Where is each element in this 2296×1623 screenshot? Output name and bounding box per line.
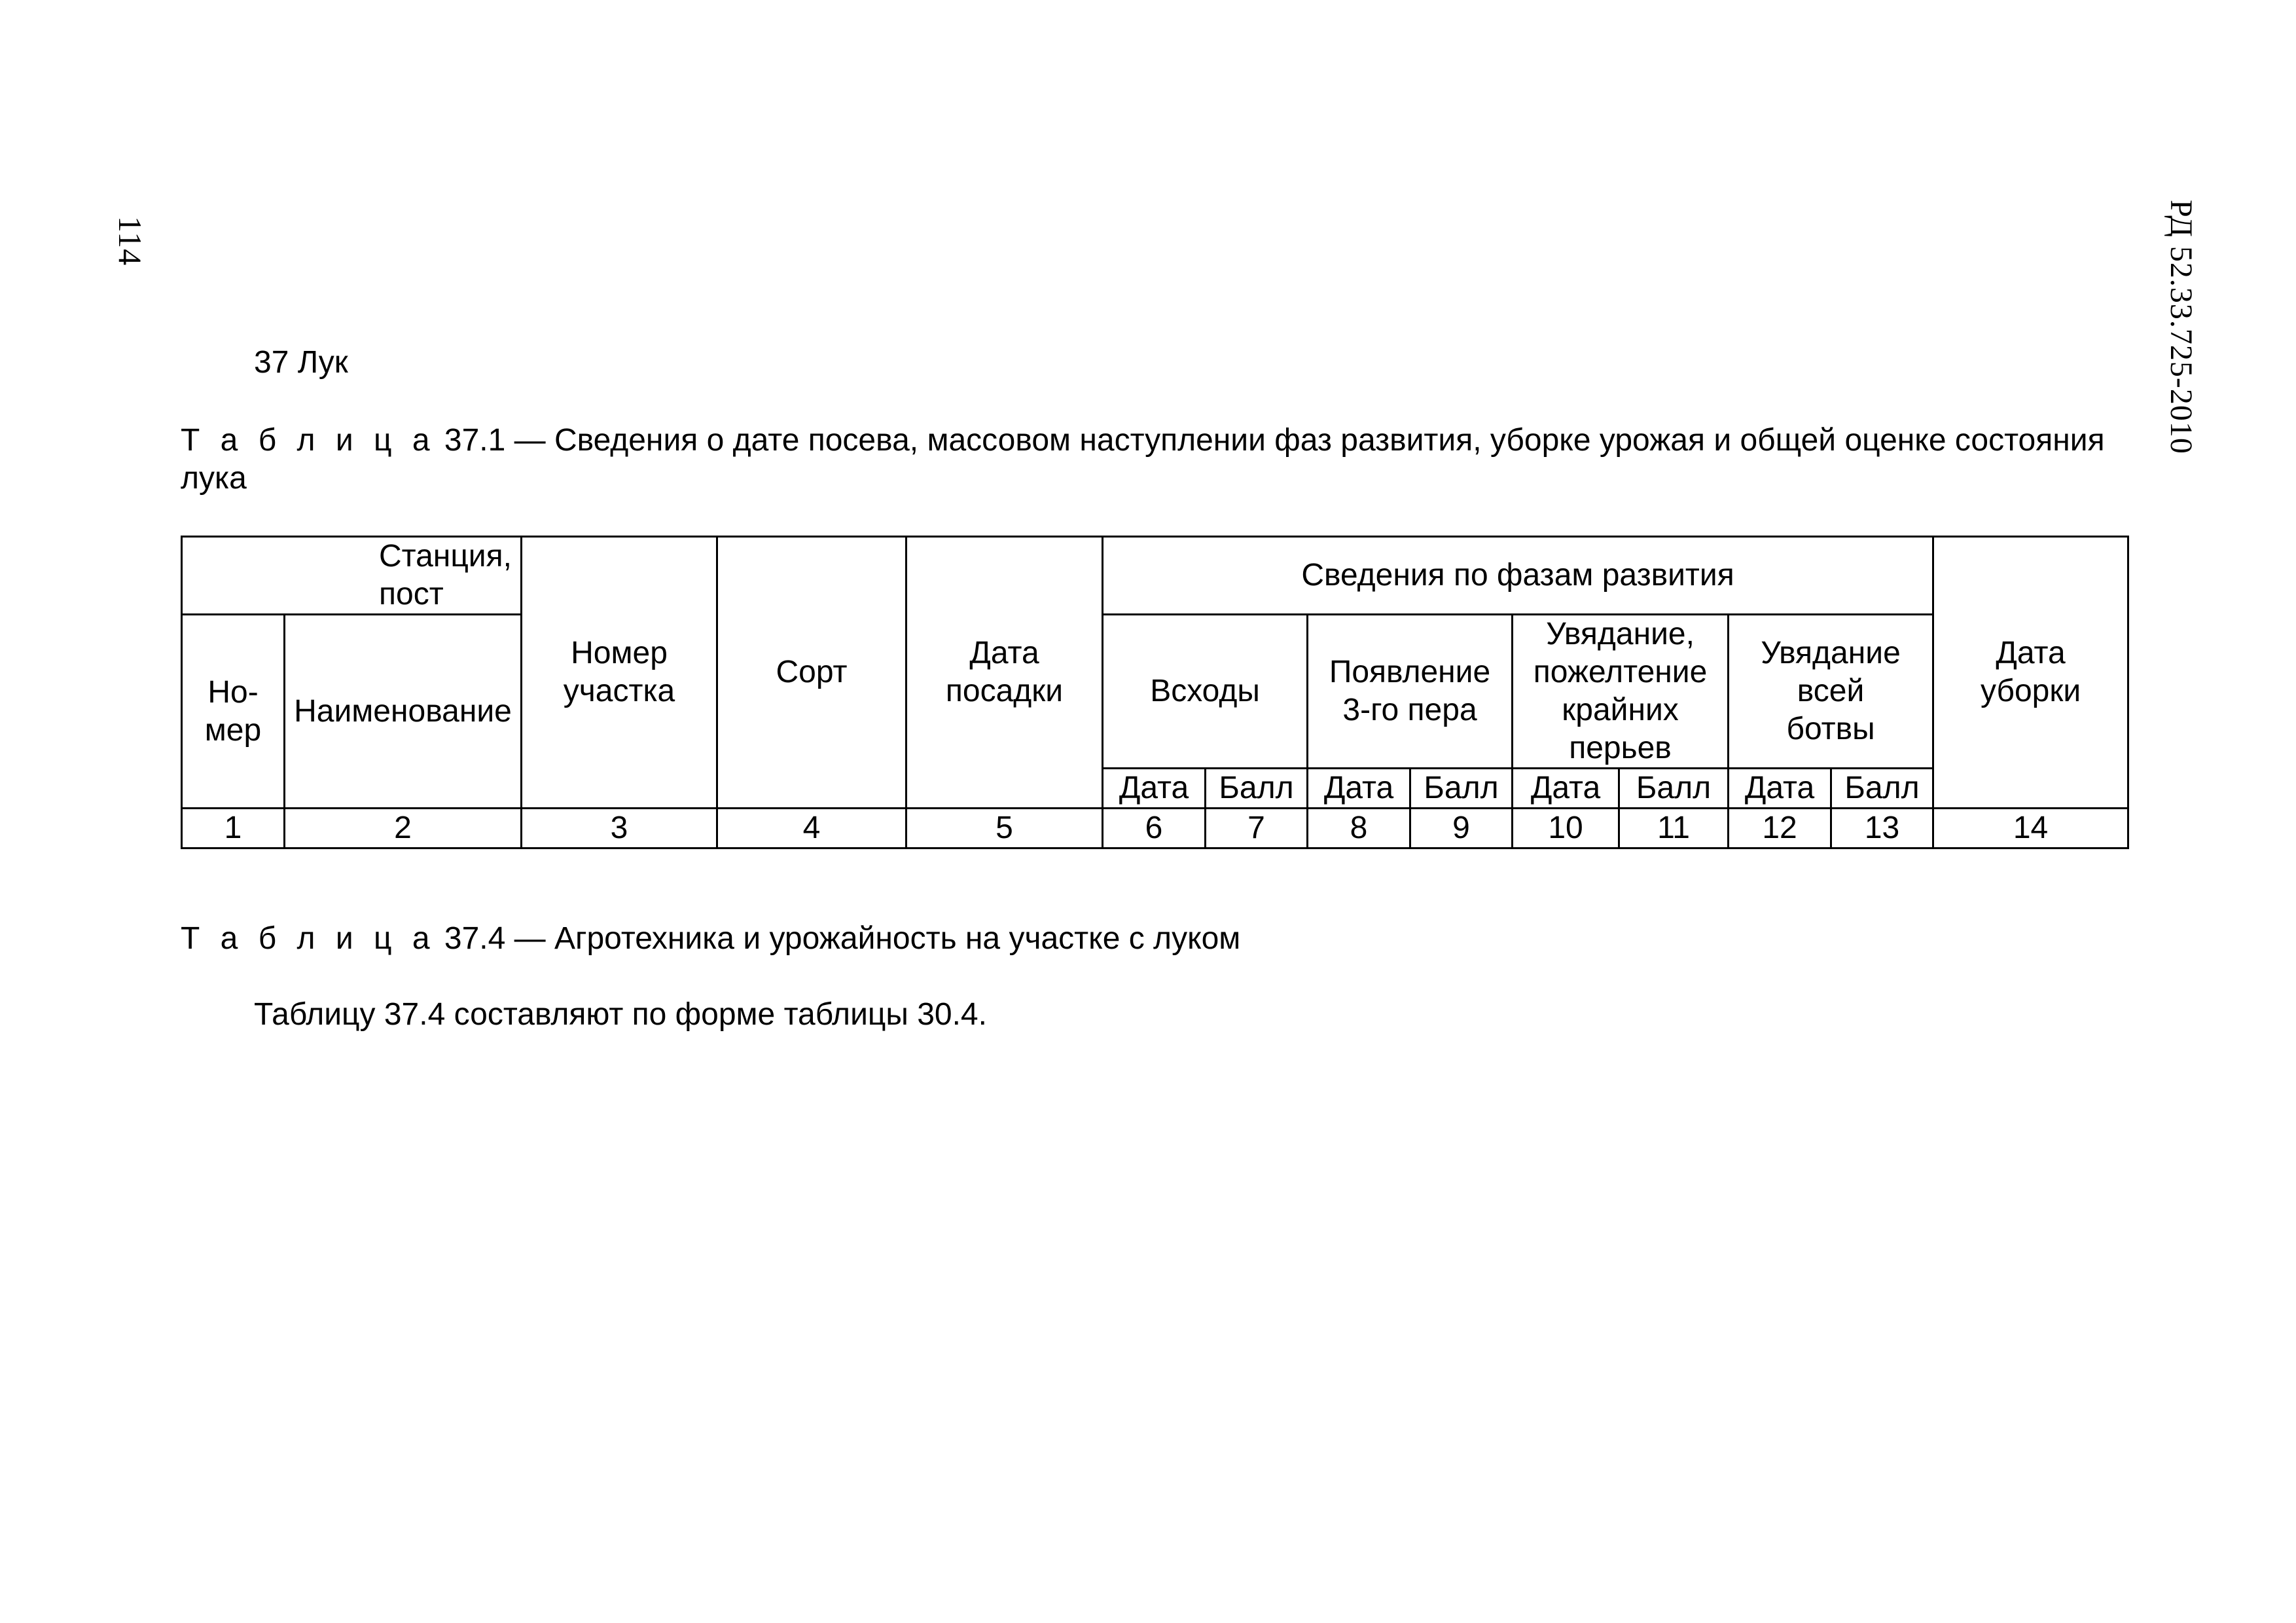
header-variety: Сорт bbox=[717, 537, 906, 809]
page-number: 114 bbox=[112, 216, 149, 266]
header-phase-info: Сведения по фазам развития bbox=[1103, 537, 1933, 615]
table-caption-text: 37.4 — Агротехника и урожайность на участке с луком bbox=[435, 921, 1241, 956]
subheader-wilting-yellowing-score: Балл bbox=[1619, 769, 1729, 809]
column-number: 12 bbox=[1729, 809, 1831, 848]
subheader-shoots-date: Дата bbox=[1103, 769, 1206, 809]
subheader-third-feather-date: Дата bbox=[1308, 769, 1410, 809]
header-name: Наименование bbox=[285, 615, 522, 809]
document-code: РД 52.33.725-2010 bbox=[2164, 200, 2198, 454]
table-37-1 bbox=[181, 536, 2129, 849]
subheader-wilting-tops-date: Дата bbox=[1729, 769, 1831, 809]
column-number: 2 bbox=[285, 809, 522, 848]
header-harvest-date: Дата уборки bbox=[1933, 537, 2128, 809]
column-number: 6 bbox=[1103, 809, 1206, 848]
column-number: 8 bbox=[1308, 809, 1410, 848]
header-number: Но-мер bbox=[182, 615, 285, 809]
header-wilting-tops: Увядание всей ботвы bbox=[1729, 615, 1933, 769]
subheader-wilting-yellowing-date: Дата bbox=[1513, 769, 1619, 809]
header-third-feather: Появление 3-го пера bbox=[1308, 615, 1513, 769]
column-number: 13 bbox=[1831, 809, 1933, 848]
column-number: 4 bbox=[717, 809, 906, 848]
table-caption-label: Т а б л и ц а bbox=[181, 921, 436, 956]
table-37-4-caption bbox=[181, 921, 1240, 957]
column-number: 11 bbox=[1619, 809, 1729, 848]
table-caption-text: 37.1 — Сведения о дате посева, массовом наступлении фаз развития, уборке урожая и общей оценке состояния лука bbox=[181, 423, 2105, 496]
header-station-post: Станция, пост bbox=[182, 537, 522, 615]
header-wilting-yellowing: Увядание, пожелтение крайних перьев bbox=[1513, 615, 1729, 769]
table-caption-label: Т а б л и ц а bbox=[181, 423, 436, 458]
section-title: 37 Лук bbox=[254, 345, 348, 380]
column-number: 5 bbox=[906, 809, 1103, 848]
column-number: 3 bbox=[522, 809, 717, 848]
table-37-1-caption bbox=[181, 422, 2144, 498]
header-plot-number: Номер участка bbox=[522, 537, 717, 809]
column-number: 1 bbox=[182, 809, 285, 848]
column-number: 10 bbox=[1513, 809, 1619, 848]
column-number: 14 bbox=[1933, 809, 2128, 848]
header-planting-date: Дата посадки bbox=[906, 537, 1103, 809]
subheader-third-feather-score: Балл bbox=[1410, 769, 1513, 809]
column-number: 9 bbox=[1410, 809, 1513, 848]
note-text: Таблицу 37.4 составляют по форме таблицы 30.4. bbox=[254, 997, 987, 1032]
column-number: 7 bbox=[1206, 809, 1308, 848]
header-shoots: Всходы bbox=[1103, 615, 1308, 769]
subheader-shoots-score: Балл bbox=[1206, 769, 1308, 809]
subheader-wilting-tops-score: Балл bbox=[1831, 769, 1933, 809]
phenology-form-table bbox=[181, 536, 2129, 849]
